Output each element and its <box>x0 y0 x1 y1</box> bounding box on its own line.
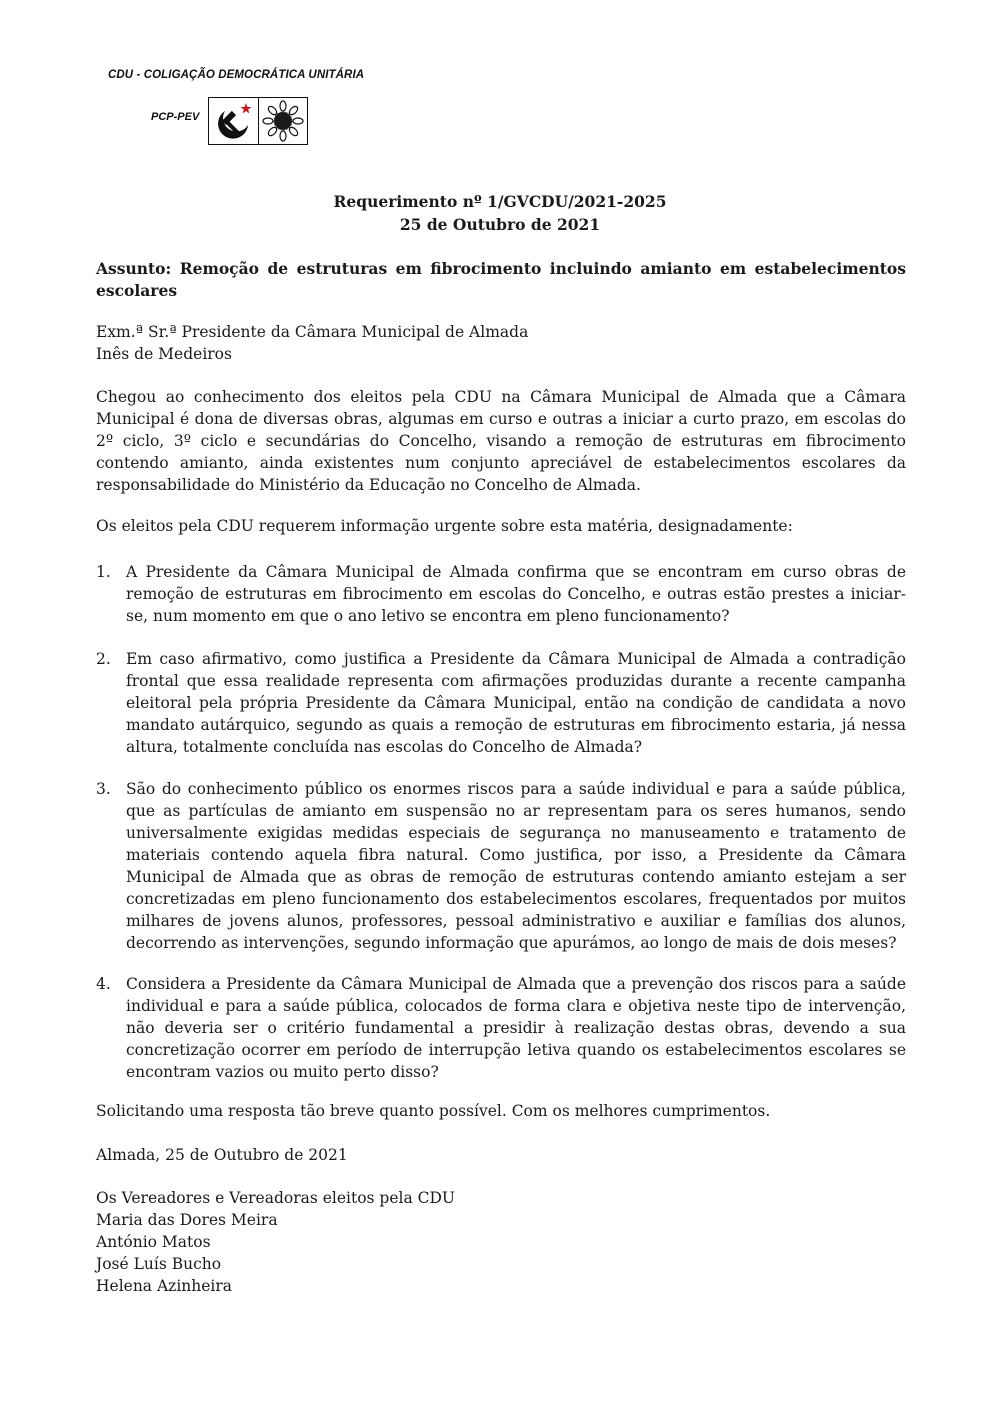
hammer-sickle-star-icon <box>212 100 256 142</box>
signer-name: António Matos <box>96 1233 211 1251</box>
party-logo <box>208 97 308 145</box>
item-number: 2. <box>96 650 111 668</box>
request-item <box>96 778 906 954</box>
signer-name: José Luís Bucho <box>96 1255 222 1273</box>
addressee-title: Exm.ª Sr.ª Presidente da Câmara Municipal de Almada <box>96 323 529 341</box>
sunflower-icon <box>261 100 305 142</box>
signer-name: Helena Azinheira <box>96 1277 233 1295</box>
request-item <box>96 561 906 627</box>
item-text: São do conhecimento público os enormes riscos para a saúde individual e para a saúde pública, que as partículas de amianto em suspensão no ar representam para os seres humanos, sendo universalmente exigidas medidas especiais de segurança no manuseamento e tratamento de materiais contendo aquela fibra natural. Como justifica, por isso, a Presidente da Câmara Municipal de Almada que as obras de remoção de estruturas contendo amianto estejam a ser concretizadas em pleno funcionamento dos estabelecimentos escolares, frequentados por muitos milhares de jovens alunos, professores, pessoal administrativo e auxiliar e famílias dos alunos, decorrendo as intervenções, segundo informação que apurámos, ao longo de mais de dois meses? <box>126 780 906 952</box>
party-label: PCP-PEV <box>151 111 200 123</box>
logo-divider <box>258 98 259 144</box>
item-text: A Presidente da Câmara Municipal de Almada confirma que se encontram em curso obras de remoção de estruturas em fibrocimento em escolas do Concelho, e outras estão prestes a iniciar-se, num momento em que o ano letivo se encontra em pleno funcionamento? <box>126 563 906 625</box>
addressee <box>96 321 906 365</box>
place-date: Almada, 25 de Outubro de 2021 <box>96 1146 348 1164</box>
request-lead: Os eleitos pela CDU requerem informação urgente sobre esta matéria, designadamente: <box>96 517 793 535</box>
signer-name: Maria das Dores Meira <box>96 1211 278 1229</box>
closing-line: Solicitando uma resposta tão breve quanto possível. Com os melhores cumprimentos. <box>96 1102 771 1120</box>
signature-block <box>96 1187 906 1297</box>
document-date: 25 de Outubro de 2021 <box>399 215 601 234</box>
request-item <box>96 648 906 758</box>
item-text: Considera a Presidente da Câmara Municipal de Almada que a prevenção dos riscos para a saúde individual e para a saúde pública, colocados de forma clara e objetiva neste tipo de intervenção, não deveria ser o critério fundamental a presidir à realização destas obras, devendo a sua concretização ocorrer em período de interrupção letiva quando os estabelecimentos escolares se encontram vazios ou muito perto disso? <box>126 975 906 1081</box>
organization-name: CDU - COLIGAÇÃO DEMOCRÁTICA UNITÁRIA <box>108 69 365 81</box>
request-item <box>96 973 906 1083</box>
item-number: 1. <box>96 563 111 581</box>
item-text: Em caso afirmativo, como justifica a Presidente da Câmara Municipal de Almada a contradição frontal que essa realidade representa com afirmações produzidas durante a recente campanha eleitoral pela própria Presidente da Câmara Municipal, então na condição de candidata a novo mandato autárquico, segundo as quais a remoção de estruturas em fibrocimento estaria, já nessa altura, totalmente concluída nas escolas do Concelho de Almada? <box>126 650 906 756</box>
item-number: 3. <box>96 780 111 798</box>
signers-heading: Os Vereadores e Vereadoras eleitos pela CDU <box>96 1189 455 1207</box>
intro-paragraph: Chegou ao conhecimento dos eleitos pela CDU na Câmara Municipal de Almada que a Câmara Municipal é dona de diversas obras, algumas em curso e outras a iniciar a curto prazo, em escolas do 2º ciclo, 3º ciclo e secundárias do Concelho, visando a remoção de estruturas em fibrocimento contendo amianto, ainda existentes num conjunto apreciável de estabelecimentos escolares da responsabilidade do Ministério da Educação no Concelho de Almada. <box>96 388 906 494</box>
item-number: 4. <box>96 975 111 993</box>
addressee-name: Inês de Medeiros <box>96 345 232 363</box>
subject-line: Assunto: Remoção de estruturas em fibrocimento incluindo amianto em estabelecimentos escolares <box>96 259 906 300</box>
document-title: Requerimento nº 1/GVCDU/2021-2025 <box>333 192 667 211</box>
